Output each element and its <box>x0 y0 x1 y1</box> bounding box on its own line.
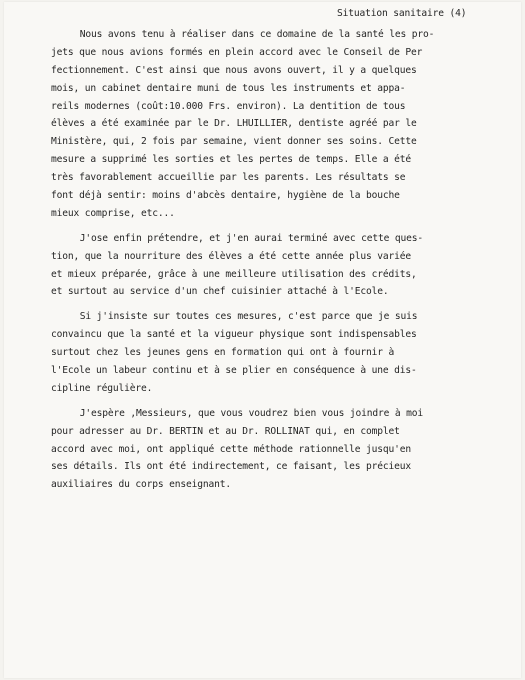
text-line: mieux comprise, etc... <box>51 207 175 219</box>
text-line: tion, que la nourriture des élèves a été cette année plus variée <box>51 250 412 262</box>
text-line: et mieux préparée, grâce à une meilleure utilisation des crédits, <box>51 268 417 280</box>
text-line: très favorablement accueillie par les parents. Les résultats se <box>51 172 406 184</box>
document-page <box>4 2 521 678</box>
document-body <box>51 26 521 494</box>
paragraph-gap <box>51 301 521 308</box>
text-line: convaincu que la santé et la vigueur physique sont indispensables <box>51 329 417 341</box>
text-line: font déjà sentir: moins d'abcès dentaire, hygiène de la bouche <box>51 190 400 202</box>
text-line: jets que nous avions formés en plein accord avec le Conseil de Per <box>51 46 423 58</box>
paragraph <box>51 308 521 397</box>
text-line: mois, un cabinet dentaire muni de tous les instruments et appa- <box>51 82 406 94</box>
page-header: Situation sanitaire (4) <box>337 8 467 19</box>
text-line: mesure a supprimé les sorties et les pertes de temps. Elle a été <box>51 154 412 166</box>
text-line: surtout chez les jeunes gens en formation qui ont à fournir à <box>51 347 395 359</box>
text-line: Si j'insiste sur toutes ces mesures, c'est parce que je suis <box>79 311 418 323</box>
text-line: J'espère ,Messieurs, que vous voudrez bien vous joindre à moi <box>79 407 423 419</box>
text-line: Nous avons tenu à réaliser dans ce domaine de la santé les pro- <box>79 29 435 40</box>
text-line: Ministère, qui, 2 fois par semaine, vient donner ses soins. Cette <box>51 136 417 148</box>
text-line: l'Ecole un labeur continu et à se plier en conséquence à une dis- <box>51 365 417 377</box>
text-line: fectionnement. C'est ainsi que nous avons ouvert, il y a quelques <box>51 64 417 76</box>
text-line: auxiliaires du corps enseignant. <box>51 479 232 491</box>
paragraph <box>51 230 521 302</box>
text-line: J'ose enfin prétendre, et j'en aurai terminé avec cette ques- <box>79 232 423 244</box>
text-line: élèves a été examinée par le Dr. LHUILLIER, dentiste agréé par le <box>51 118 417 130</box>
paragraph <box>51 405 521 494</box>
text-line: cipline régulière. <box>51 382 153 394</box>
paragraph-gap <box>51 398 521 405</box>
paragraph <box>51 26 521 223</box>
paragraph-gap <box>51 223 521 230</box>
text-line: pour adresser au Dr. BERTIN et au Dr. ROLLINAT qui, en complet <box>51 425 400 437</box>
text-line: et surtout au service d'un chef cuisinier attaché à l'Ecole. <box>51 286 389 298</box>
text-line: ses détails. Ils ont été indirectement, ce faisant, les précieux <box>51 461 412 473</box>
text-line: reils modernes (coût:10.000 Frs. environ). La dentition de tous <box>51 100 406 112</box>
text-line: accord avec moi, ont appliqué cette méthode rationnelle jusqu'en <box>51 443 412 455</box>
